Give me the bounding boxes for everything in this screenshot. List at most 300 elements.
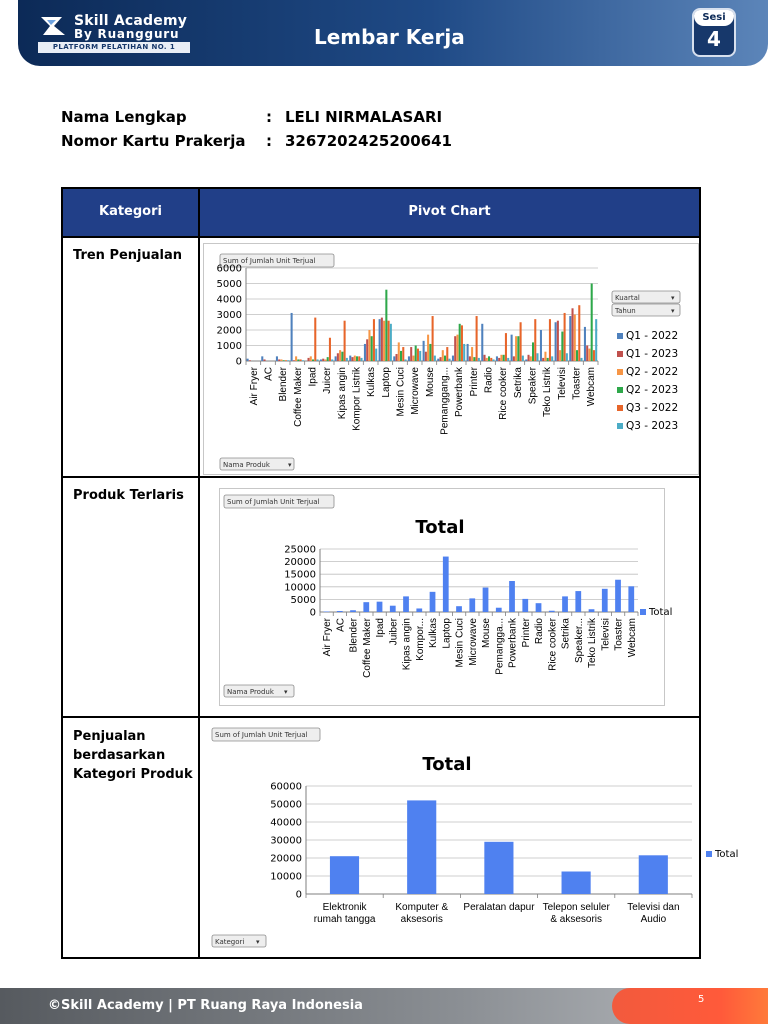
bar: [588, 349, 590, 361]
x-tick-label: Microwave: [467, 618, 479, 666]
bar: [339, 350, 341, 361]
dropdown-arrow-icon: ▾: [256, 938, 260, 946]
bar: [283, 360, 285, 361]
x-tick-label: Powerbank: [454, 367, 466, 418]
y-tick-label: 15000: [284, 569, 316, 581]
bar: [595, 319, 597, 361]
bar: [416, 608, 422, 612]
bar: [628, 586, 634, 612]
bar: [429, 344, 431, 361]
chart-produk-terlaris-svg: [220, 489, 673, 707]
x-tick-label: Setrika: [512, 367, 524, 399]
bar: [528, 355, 530, 361]
bar: [478, 358, 480, 361]
bar: [324, 612, 330, 613]
x-tick-label: Mouse: [481, 618, 493, 649]
session-label: Sesi: [694, 10, 734, 26]
x-tick-label: Webcam: [626, 618, 638, 658]
bar: [507, 358, 509, 361]
x-tick-label: Peralatan dapur: [463, 902, 535, 913]
bar: [549, 319, 551, 361]
bar: [584, 327, 586, 361]
legend-swatch: [617, 333, 623, 339]
bar: [393, 356, 395, 361]
x-tick-label: Teko Listrik: [587, 618, 599, 669]
x-tick-label: Rice cooker: [498, 367, 510, 420]
bar: [368, 330, 370, 361]
x-tick-label: Ipad: [375, 618, 387, 638]
chart-tren-penjualan-svg: [204, 244, 700, 476]
bar: [483, 588, 489, 612]
bar: [350, 610, 356, 612]
bar: [496, 608, 502, 612]
footer-page-badge: [612, 988, 768, 1024]
bar: [589, 609, 595, 612]
x-tick-label: Mouse: [424, 367, 436, 398]
bar: [532, 342, 534, 361]
category-penjualan-kategori: [73, 727, 193, 784]
bar: [402, 347, 404, 361]
footer-copyright: ©Skill Academy | PT Ruang Raya Indonesia: [48, 998, 363, 1013]
x-tick-label: AC: [263, 367, 275, 381]
dropdown-arrow-icon: ▾: [284, 688, 288, 696]
x-tick-label: Juiber: [388, 618, 400, 646]
x-tick-label: Printer: [520, 618, 532, 648]
bar: [285, 360, 287, 361]
bar: [449, 359, 451, 361]
bar: [352, 357, 354, 361]
legend-entry: Total: [649, 607, 673, 618]
x-tick-label: Elektronik: [322, 902, 367, 913]
value-field-label: Sum of Jumlah Unit Terjual: [215, 731, 308, 739]
bar: [410, 347, 412, 361]
legend-swatch: [617, 423, 623, 429]
x-tick-label: Rice cooker: [547, 618, 559, 671]
bar: [381, 318, 383, 361]
bar: [481, 324, 483, 361]
y-tick-label: 4000: [216, 294, 242, 306]
bar: [249, 360, 251, 361]
page-number: 5: [698, 994, 705, 1005]
bar: [320, 359, 322, 361]
bar: [452, 356, 454, 361]
bar: [398, 342, 400, 361]
bar: [287, 360, 289, 361]
brand-tagline: PLATFORM PELATIHAN NO. 1: [38, 42, 190, 53]
page-title: Lembar Kerja: [314, 25, 465, 49]
header-banner: [18, 0, 768, 66]
bar: [363, 602, 369, 612]
row-divider: [63, 716, 699, 718]
legend-entry: Total: [715, 849, 739, 860]
bar: [373, 319, 375, 361]
bar: [522, 356, 524, 361]
x-tick-label: Telepon seluler: [542, 902, 610, 913]
bar: [544, 352, 546, 361]
bar: [390, 606, 396, 612]
bar: [310, 356, 312, 361]
category-line: Penjualan: [73, 729, 146, 744]
y-tick-label: 3000: [216, 310, 242, 321]
bar: [329, 338, 331, 361]
x-tick-label: Coffee Maker: [361, 618, 373, 678]
bar: [442, 350, 444, 361]
x-tick-label: Powerbank: [507, 618, 519, 669]
bar: [576, 350, 578, 361]
legend-entry: Q3 - 2022: [626, 402, 679, 414]
x-tick-label: Radio: [483, 367, 495, 394]
row-field-label: Kategori: [215, 938, 245, 946]
brand-logo: [38, 12, 208, 54]
pivot-chart-kategori-produk[interactable]: [204, 723, 739, 957]
bar: [459, 324, 461, 361]
bar: [511, 335, 513, 361]
bar: [505, 333, 507, 361]
y-tick-label: 10000: [284, 582, 316, 594]
chart-title: Total: [422, 754, 472, 775]
bar: [471, 347, 473, 361]
bar: [574, 315, 576, 362]
y-tick-label: 5000: [290, 594, 316, 606]
bar: [354, 356, 356, 361]
bar: [562, 596, 568, 612]
bar: [525, 359, 527, 361]
bar: [346, 358, 348, 361]
y-tick-label: 5000: [216, 279, 242, 290]
bar: [314, 318, 316, 361]
bar: [586, 346, 588, 362]
bar: [247, 359, 249, 361]
x-tick-label: Speaker: [527, 367, 539, 405]
bar: [331, 359, 333, 361]
bar: [513, 356, 515, 361]
x-tick-label: Televisi: [556, 367, 568, 400]
bar: [293, 360, 295, 361]
bar: [341, 352, 343, 361]
bar: [366, 339, 368, 361]
bar: [371, 336, 373, 361]
bar: [364, 344, 366, 361]
bar: [537, 353, 539, 361]
bar: [549, 611, 555, 612]
bar: [572, 308, 574, 361]
bar: [312, 359, 314, 361]
bar: [330, 856, 359, 894]
y-tick-label: 0: [295, 889, 302, 901]
bar: [564, 313, 566, 361]
brand-name: Skill Academy: [74, 13, 188, 29]
x-tick-label: Setrika: [560, 618, 572, 650]
y-tick-label: 0: [235, 356, 242, 368]
x-tick-label: Webcam: [586, 367, 598, 407]
bar: [551, 356, 553, 361]
legend-entry: Q1 - 2023: [626, 348, 679, 360]
bar: [591, 284, 593, 362]
y-tick-label: 2000: [216, 325, 242, 337]
bar: [486, 358, 488, 361]
x-tick-label: Pemangga...: [494, 618, 506, 675]
bar: [427, 335, 429, 361]
bar: [557, 321, 559, 361]
legend-swatch: [706, 851, 712, 857]
footer-bar: [0, 988, 768, 1024]
category-produk-terlaris: Produk Terlaris: [73, 488, 184, 503]
bar: [530, 356, 532, 361]
legend-swatch: [617, 405, 623, 411]
x-tick-label: Blender: [348, 618, 360, 653]
bar: [456, 606, 462, 612]
bar: [456, 335, 458, 361]
y-tick-label: 20000: [284, 557, 316, 569]
legend-swatch: [640, 609, 646, 615]
bar: [385, 290, 387, 361]
bar: [446, 347, 448, 361]
bar: [379, 319, 381, 361]
bar: [509, 581, 515, 612]
row-field-label: Nama Produk: [223, 461, 270, 469]
bar: [517, 336, 519, 361]
x-tick-label: Kipas angin: [336, 367, 348, 420]
bar: [437, 359, 439, 361]
value-field-label: Sum of Jumlah Unit Terjual: [227, 498, 320, 506]
bar: [297, 359, 299, 361]
x-tick-label: Microwave: [410, 367, 422, 415]
row-divider: [63, 476, 699, 478]
value-field-label: Sum of Jumlah Unit Terjual: [223, 257, 316, 265]
bar: [322, 359, 324, 361]
session-number: 4: [707, 27, 721, 51]
x-tick-label: Televisi: [600, 618, 612, 651]
bar: [403, 596, 409, 612]
dropdown-arrow-icon: ▾: [671, 294, 675, 302]
x-tick-label: Laptop: [380, 367, 392, 398]
x-tick-label: Laptop: [441, 618, 453, 649]
x-tick-label: Komputer &: [395, 902, 449, 913]
bar: [490, 358, 492, 361]
bar: [566, 353, 568, 361]
bar: [300, 359, 302, 361]
bar: [434, 356, 436, 361]
bar: [569, 316, 571, 361]
bar: [602, 589, 608, 612]
bar: [476, 316, 478, 361]
worksheet-table: [61, 187, 739, 959]
bar: [500, 355, 502, 361]
legend-entry: Q2 - 2023: [626, 384, 679, 396]
bar: [327, 357, 329, 361]
bar: [515, 336, 517, 361]
bar: [484, 355, 486, 361]
x-tick-label: aksesoris: [400, 914, 443, 925]
bar: [344, 321, 346, 361]
bar: [302, 360, 304, 361]
y-tick-label: 10000: [270, 871, 302, 883]
bar: [317, 359, 319, 361]
x-tick-label: Radio: [534, 618, 546, 645]
x-tick-label: rumah tangga: [313, 914, 376, 925]
chart-kategori-produk-svg: [204, 723, 739, 957]
y-tick-label: 50000: [270, 799, 302, 811]
session-badge: [692, 8, 736, 57]
x-tick-label: Coffee Maker: [292, 367, 304, 427]
bar: [555, 322, 557, 361]
bar: [337, 611, 343, 612]
legend-field-label: Kuartal: [615, 294, 640, 302]
bar: [540, 330, 542, 361]
y-tick-label: 30000: [270, 835, 302, 847]
bar: [547, 358, 549, 361]
bar: [469, 598, 475, 612]
x-tick-label: & aksesoris: [550, 914, 603, 925]
bar: [349, 356, 351, 361]
bar: [308, 358, 310, 361]
pivot-chart-tren-penjualan[interactable]: [203, 243, 699, 475]
x-tick-label: Toaster: [613, 618, 625, 651]
bar: [454, 336, 456, 361]
row-field-label: Nama Produk: [227, 688, 274, 696]
chart-title: Total: [415, 517, 465, 538]
category-line: Kategori Produk: [73, 767, 193, 782]
bar: [467, 344, 469, 361]
bar: [375, 349, 377, 361]
bar: [542, 358, 544, 361]
identity-value: 3267202425200641: [285, 132, 452, 150]
bar: [280, 359, 282, 361]
y-tick-label: 40000: [270, 817, 302, 829]
x-tick-label: Juicer: [322, 367, 334, 394]
y-tick-label: 25000: [284, 544, 316, 556]
bar: [337, 353, 339, 361]
bar: [440, 357, 442, 361]
bar: [400, 351, 402, 361]
bar: [415, 346, 417, 362]
y-tick-label: 20000: [270, 853, 302, 865]
y-tick-label: 0: [309, 607, 316, 619]
identity-value: LELI NIRMALASARI: [285, 108, 443, 126]
bar: [377, 602, 383, 612]
x-tick-label: Printer: [468, 367, 480, 397]
bar: [276, 356, 278, 361]
identity-colon: :: [266, 132, 272, 150]
x-tick-label: Audio: [640, 914, 667, 925]
y-tick-label: 1000: [216, 341, 242, 352]
bar: [561, 332, 563, 361]
bar: [536, 603, 542, 612]
bar: [615, 580, 621, 612]
bar: [419, 351, 421, 361]
bar: [264, 359, 266, 361]
bar: [639, 855, 668, 894]
bar: [335, 356, 337, 361]
bar: [463, 344, 465, 361]
bar: [503, 355, 505, 361]
bar: [575, 591, 581, 612]
column-header-kategori: Kategori: [63, 189, 198, 236]
legend-entry: Q2 - 2022: [626, 366, 679, 378]
bar: [559, 350, 561, 361]
bar: [291, 313, 293, 361]
column-divider: [198, 189, 200, 959]
bar: [578, 305, 580, 361]
bar: [425, 352, 427, 361]
legend-entry: Q3 - 2023: [626, 420, 679, 432]
bar: [405, 359, 407, 361]
bar: [461, 325, 463, 361]
pivot-chart-produk-terlaris[interactable]: [219, 488, 673, 706]
bar: [361, 358, 363, 361]
bar: [396, 354, 398, 361]
legend-entry: Q1 - 2022: [626, 330, 679, 342]
x-tick-label: Kompor Listrik: [351, 367, 363, 431]
bar: [423, 341, 425, 361]
x-tick-label: Televisi dan: [627, 902, 680, 913]
y-tick-label: 6000: [216, 263, 242, 275]
bar: [358, 356, 360, 361]
category-line: berdasarkan: [73, 748, 166, 763]
bar: [522, 599, 528, 612]
identity-label: Nomor Kartu Prakerja: [61, 132, 246, 150]
bar: [593, 350, 595, 361]
bar: [412, 356, 414, 361]
x-tick-label: Kulkas: [366, 367, 378, 398]
bar: [261, 356, 263, 361]
bar: [534, 319, 536, 361]
x-tick-label: Air Fryer: [248, 367, 260, 406]
dropdown-arrow-icon: ▾: [288, 461, 292, 469]
x-tick-label: Ipad: [307, 367, 319, 387]
bar: [383, 321, 385, 361]
y-tick-label: 60000: [270, 781, 302, 793]
x-tick-label: Teko Listrik: [542, 367, 554, 418]
legend-swatch: [617, 387, 623, 393]
bar: [388, 321, 390, 361]
bar: [390, 324, 392, 361]
x-tick-label: Kipas angin: [401, 618, 413, 671]
bar: [473, 357, 475, 361]
legend-swatch: [617, 369, 623, 375]
bar: [356, 356, 358, 361]
bar: [581, 358, 583, 361]
column-header-pivot-chart: Pivot Chart: [200, 189, 699, 236]
bar: [443, 557, 449, 612]
bar: [408, 356, 410, 361]
bar: [278, 359, 280, 361]
bar: [432, 316, 434, 361]
bar: [407, 800, 436, 894]
x-tick-label: Blender: [278, 367, 290, 402]
bar: [295, 356, 297, 361]
bar: [488, 356, 490, 361]
bar: [496, 356, 498, 361]
identity-colon: :: [266, 108, 272, 126]
x-tick-label: Air Fryer: [322, 618, 334, 657]
bar: [493, 359, 495, 361]
bar: [430, 592, 436, 612]
brand-logo-icon: [38, 14, 68, 38]
bar: [417, 349, 419, 361]
x-tick-label: Mesin Cuci: [395, 367, 407, 417]
identity-label: Nama Lengkap: [61, 108, 187, 126]
bar: [562, 872, 591, 895]
x-tick-label: Kulkas: [428, 618, 440, 649]
brand-subname: By Ruangguru: [74, 27, 180, 41]
row-divider: [63, 236, 699, 238]
legend-swatch: [617, 351, 623, 357]
bar: [444, 356, 446, 361]
bar: [324, 359, 326, 361]
bar: [484, 842, 513, 894]
bar: [520, 322, 522, 361]
